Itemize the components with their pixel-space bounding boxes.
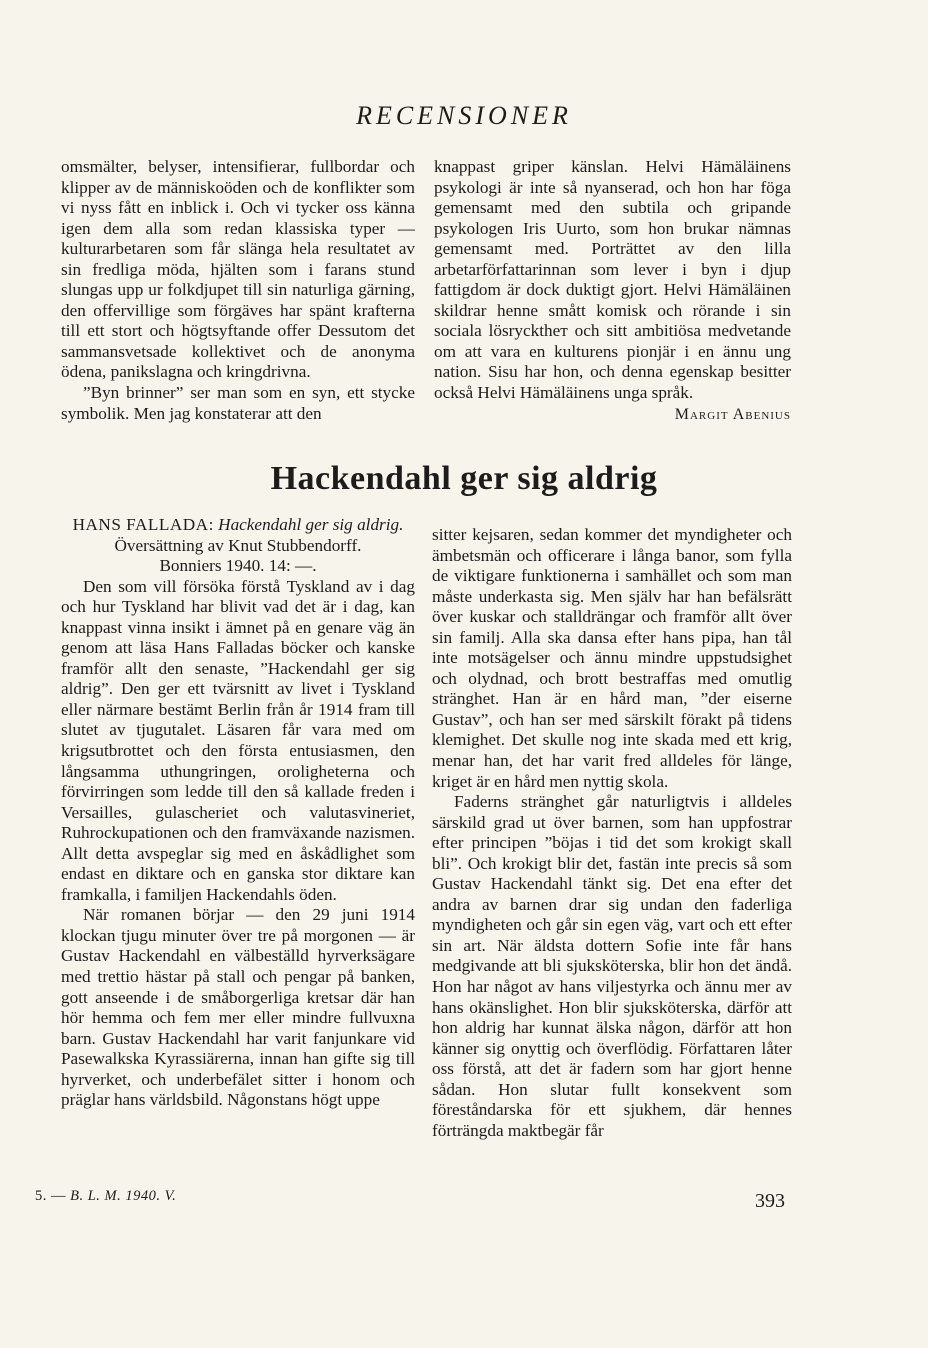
book-title: Hackendahl ger sig aldrig. (218, 515, 404, 534)
article-title: Hackendahl ger sig aldrig (270, 460, 658, 497)
article-right-column (432, 525, 792, 1141)
previous-review-paragraph: ”Byn brinner” ser man som en syn, ett stycke symbolik. Men jag konstaterar att den (61, 383, 415, 423)
page-number: 393 (755, 1190, 785, 1212)
bibliographic-entry (61, 515, 415, 577)
article-paragraph: Den som vill försöka förstå Tyskland av i dag och hur Tyskland har blivit vad det är i dag, kan knappast vinna insikt i ämnet på en genare väg än genom att läsa Hans Falladas böcker och kanske framför allt den senaste, ”Hackendahl ger sig aldrig”. Den ger ett tvärsnitt av livet i Tyskland eller närmare bestämt Berlin från år 1914 fram till slutet av tjugutalet. Läsaren får vara med om krigsutbrottet och den första entusiasmen, den långsamma uthungringen, oroligheterna och förvirringen som ledde till den så kallade freden i Versailles, gulascheriet och valutasvineriet, Ruhrockupationen och den framväxande nazismen. Allt detta avspeglar sig med en åskådlighet som endast en diktare och en ganska stor diktare kan framkalla, i familjen Hackendahls öden. (61, 576, 415, 904)
previous-review-right-column (434, 157, 791, 425)
article-paragraph: När romanen börjar — den 29 juni 1914 klockan tjugu minuter över tre på morgonen — är Gustav Hackendahl en välbeställd hyrverksägare med trettio hästar på stall och pengar på banken, gott anseende i de småborgerliga kretsar där han hör hemma och fem mer eller mindre fullvuxna barn. Gustav Hackendahl har varit fanjunkare vid Pasewalkska Kyrassiärerna, innan han gifte sig till hyrverket, och underbefälet sitter i honom och präglar hans världsbild. Någonstans högt uppe (61, 905, 415, 1110)
book-author: HANS FALLADA: (72, 515, 214, 534)
page-footer-signature (35, 1188, 176, 1205)
previous-review-left-column (61, 157, 415, 424)
previous-review-paragraph: omsmälter, belyser, intensifierar, fullbordar och klipper av de människoöden och de konflikter som vi nyss fått en inblick i. Och vi tycker oss känna igen dem alla som redan klassiska typer — kulturarbetaren som får slänga hela resultatet av sin fredliga möda, hjälten som i farans stund slungas upp ur folkdjupet till sin naturliga gärning, den offervillige som förgäves har spänt krafterna till ett stort och högtsyftande offer Dessutom det sammansvetsade kollektivet och de anonyma ödena, panikslagna och kringdrivna. (61, 157, 415, 382)
article-paragraph: sitter kejsaren, sedan kommer det myndigheter och ämbetsmän och officerare i långa banor, som fylla de viktigare funktionerna i samhället och som man måste underkasta sig. Men själv har han befälsrätt över kuskar och stalldrängar och framför allt över sin familj. Alla ska dansa efter hans pipa, han tål inte motsägelser och ännu mindre uppstudsighet och olydnad, och brott bestraffas med omutlig stränghet. Han är en hård man, ”der eiserne Gustav”, och han ser med särskilt förakt på tidens klemighet. Det skulle nog inte skada med ett krig, menar han, det har varit fred alldeles för länge, kriget är en hård men nyttig skola. (432, 525, 792, 791)
signature-mark: 5. — (35, 1188, 66, 1204)
book-translation: Översättning av Knut Stubbendorff. (114, 535, 362, 555)
journal-reference: B. L. M. 1940. V. (70, 1188, 177, 1204)
bibliography-line (61, 515, 415, 536)
book-publisher: Bonniers 1940. 14: —. (159, 556, 317, 576)
section-running-head: RECENSIONER (356, 101, 572, 130)
previous-review-paragraph: knappast griper känslan. Helvi Hämäläinens psykologi är inte så nyanserad, och hon har föga gemensamt med den subtila och gripande psykologen Iris Uurto, som hon brukar nämnas gemensamt med. Porträttet av den lilla arbetarförfattarinnan som lever i byn i djup fattigdom är dock duktigt gjort. Helvi Hämäläinen skildrar henne smått komisk och rörande i sin sociala lösrycktheт och sitt ambitiösa medvetande om att vara en kulturens pionjär i en ännu ung nation. Sisu har hon, och denna egenskap besitter också Helvi Hämäläinens unga språk. (434, 157, 791, 403)
article-paragraph: Faderns stränghet går naturligtvis i alldeles särskild grad ut över barnen, som han uppfostrar efter principen ”böjas i tid det som krokigt skall bli”. Och krokigt blir det, fastän inte precis så som Gustav Hackendahl tänkt sig. Det ena efter det andra av barnen drar sig undan den faderliga myndigheten och går sin egen väg, vart och ett efter sin art. När äldsta dottern Sofie inte får hans medgivande att bli sjuksköterska, blir hon det ändå. Hon har något av hans viljestyrka och ännu mer av hans okänslighet. Hon blir sjuksköterska, därför att hon aldrig har kunnat älska någon, därför att hon känner sig onyttig och överflödig. Författaren låter oss förstå, att det är fadern som har gjort henne sådan. Hon slutar fullt konsekvent som föreståndarska för ett sjukhem, där hennes förträngda maktbegär får (432, 792, 792, 1140)
article-left-column (61, 515, 415, 1111)
reviewer-signature: Margit Abenius (674, 405, 791, 423)
